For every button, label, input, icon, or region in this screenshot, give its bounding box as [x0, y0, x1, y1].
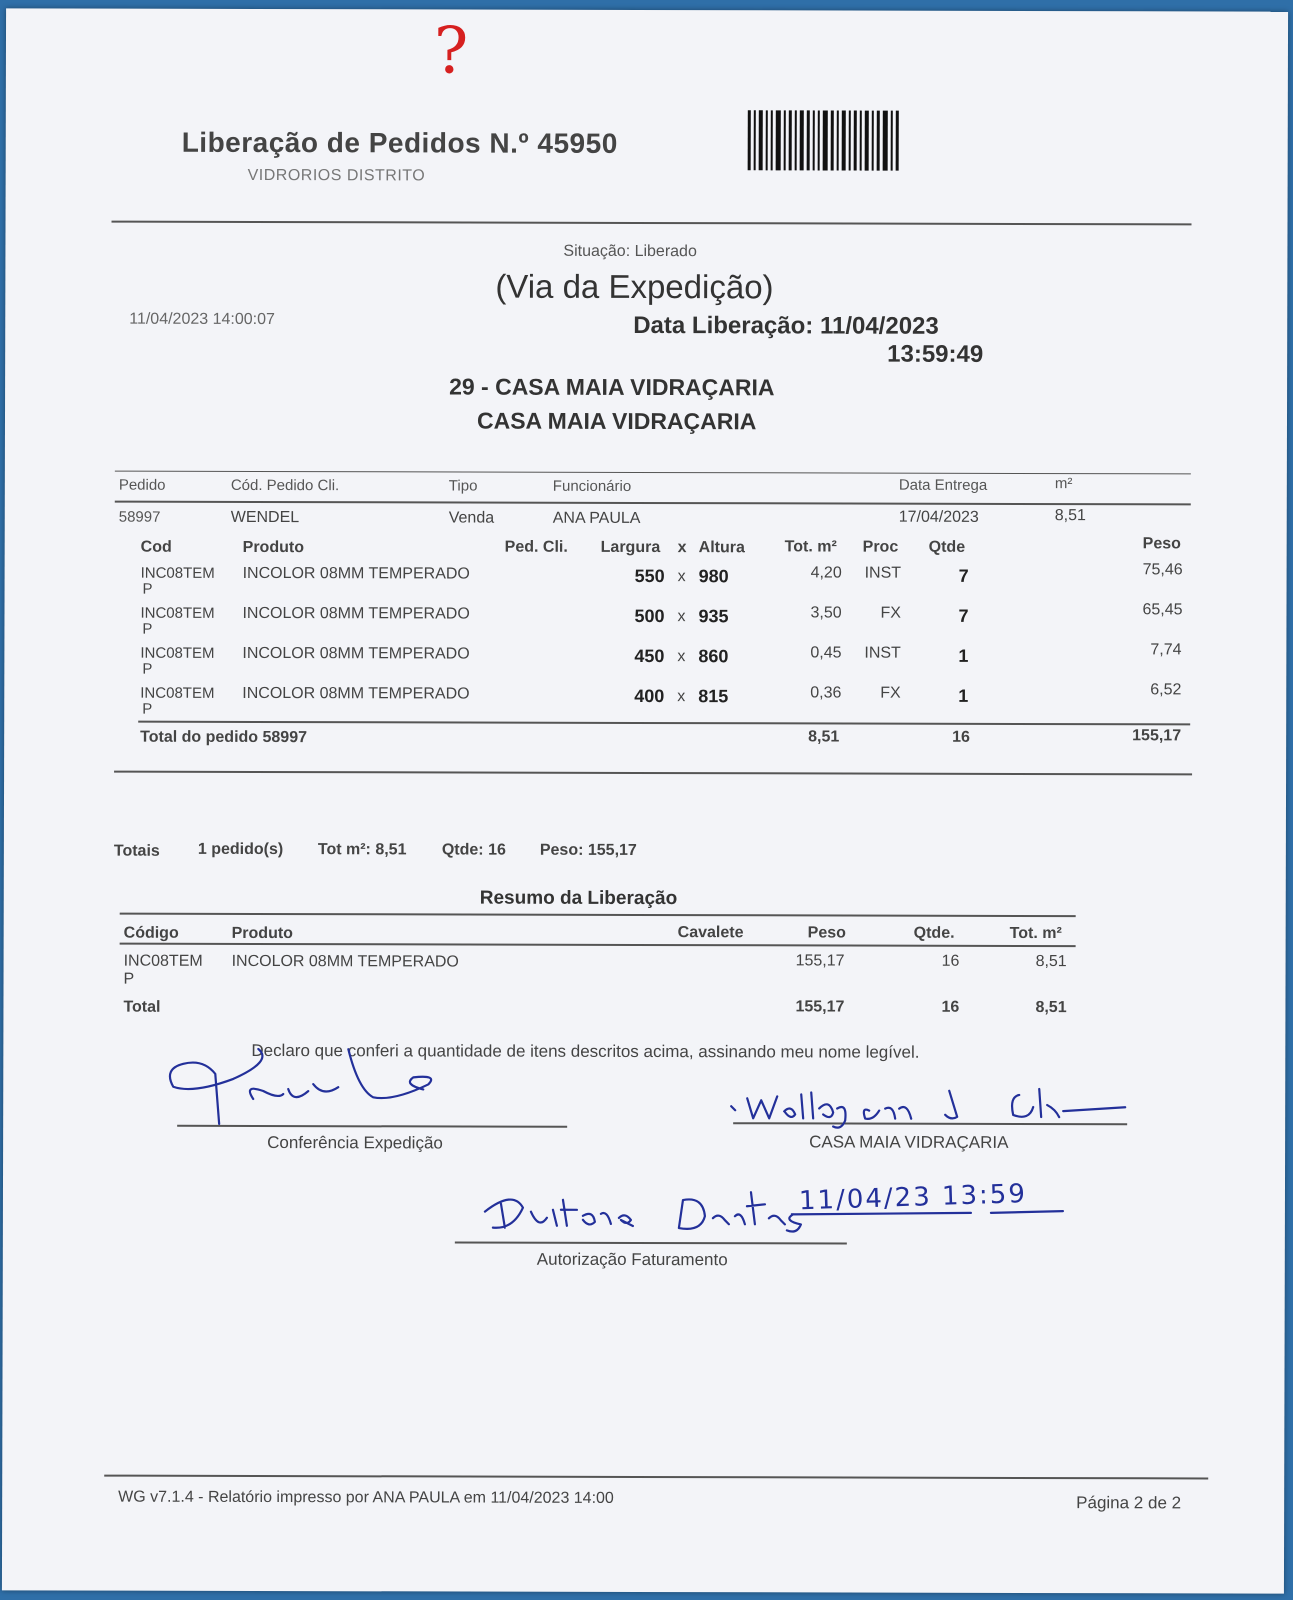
item-largura: 550 — [634, 565, 665, 587]
barcode-bar — [837, 110, 839, 170]
col-tipo: Tipo — [448, 477, 478, 495]
items-col-x: x — [677, 539, 687, 557]
totais-tot-m2: Tot m²: 8,51 — [317, 841, 407, 859]
footer-right: Página 2 de 2 — [1076, 1493, 1182, 1513]
totais-pedidos: 1 pedido(s) — [197, 840, 284, 859]
table-row — [5, 561, 1287, 607]
autorizacao-label: Autorização Faturamento — [536, 1249, 728, 1270]
resumo-codigo-suffix: P — [123, 970, 135, 988]
order-total-qtde: 16 — [952, 728, 970, 746]
item-tot-m2: 0,45 — [810, 644, 842, 662]
item-cod: INC08TEM — [140, 604, 215, 622]
order-total-label: Total do pedido 58997 — [140, 728, 308, 747]
totais-label: Totais — [113, 842, 160, 860]
cliente-label: CASA MAIA VIDRAÇARIA — [809, 1132, 1009, 1152]
divider — [115, 471, 1191, 475]
document-title: Liberação de Pedidos N.º 45950 — [181, 126, 618, 159]
barcode-bar — [831, 110, 834, 170]
status-text: Situação: Liberado — [563, 242, 697, 261]
items-col-altura: Altura — [698, 539, 745, 557]
item-cod: INC08TEM — [140, 684, 215, 702]
resumo-codigo: INC08TEM — [123, 952, 203, 970]
signature-cliente — [729, 1086, 1149, 1137]
resumo-total-label: Total — [123, 998, 161, 1016]
barcode-bar — [784, 110, 786, 170]
item-proc: FX — [880, 604, 901, 622]
item-produto: INCOLOR 08MM TEMPERADO — [242, 684, 470, 703]
barcode-bar — [860, 111, 862, 171]
item-x: x — [677, 688, 686, 706]
item-proc: INST — [864, 644, 901, 662]
resumo-produto: INCOLOR 08MM TEMPERADO — [231, 952, 459, 971]
resumo-col-cavalete: Cavalete — [677, 924, 744, 942]
resumo-col-produto: Produto — [231, 924, 294, 943]
item-peso: 75,46 — [1142, 561, 1183, 579]
col-m2: m² — [1054, 475, 1073, 493]
item-cod-suffix: P — [142, 660, 153, 678]
item-cod-suffix: P — [142, 700, 153, 718]
client-name-1: 29 - CASA MAIA VIDRAÇARIA — [449, 373, 775, 401]
barcode-bar — [865, 111, 869, 171]
barcode-bar — [883, 111, 888, 171]
order-total-peso: 155,17 — [1132, 727, 1182, 745]
barcode-bar — [776, 110, 781, 170]
order-data-entrega: 17/04/2023 — [898, 508, 979, 526]
resumo-col-peso: Peso — [807, 924, 846, 942]
barcode-bar — [807, 110, 810, 170]
via-label: (Via da Expedição) — [495, 267, 774, 306]
declaration-text: Declaro que conferi a quantidade de itens descritos acima, assinando meu nome legível. — [251, 1040, 920, 1062]
order-total-m2: 8,51 — [808, 728, 840, 746]
order-m2: 8,51 — [1054, 507, 1086, 525]
barcode-bar — [877, 111, 880, 171]
order-funcionario: ANA PAULA — [552, 509, 641, 527]
barcode-bar — [754, 110, 756, 170]
barcode-bar — [813, 110, 815, 170]
divider — [120, 943, 1076, 948]
resumo-col-tot-m2: Tot. m² — [1009, 924, 1062, 943]
items-col-ped-cli: Ped. Cli. — [504, 538, 568, 556]
item-largura: 450 — [634, 645, 665, 667]
company-name: VIDRORIOS DISTRITO — [247, 166, 426, 185]
items-col-produto: Produto — [242, 538, 305, 557]
table-row — [3, 952, 1285, 995]
order-cod-pedido-cli: WENDEL — [230, 508, 300, 527]
item-proc: INST — [864, 564, 902, 582]
resumo-qtde: 16 — [941, 952, 960, 970]
resumo-total-tot-m2: 8,51 — [1035, 999, 1067, 1017]
col-pedido: Pedido — [118, 476, 166, 494]
handwritten-date: 11/04/23 13:59 — [798, 1179, 1028, 1217]
item-produto: INCOLOR 08MM TEMPERADO — [242, 564, 470, 583]
item-altura: 815 — [698, 686, 729, 707]
items-col-cod: Cod — [140, 538, 172, 556]
item-cod-suffix: P — [142, 620, 153, 638]
barcode-bar — [872, 111, 874, 171]
divider — [114, 771, 1192, 776]
barcode-bar — [891, 111, 893, 171]
barcode-bar — [842, 111, 846, 171]
divider — [104, 1475, 1208, 1480]
item-qtde: 1 — [958, 645, 969, 666]
item-cod: INC08TEM — [140, 644, 215, 662]
item-altura: 860 — [698, 646, 729, 667]
totais-peso: Peso: 155,17 — [539, 841, 637, 859]
resumo-col-codigo: Código — [123, 924, 179, 942]
barcode-bar — [823, 110, 828, 170]
item-x: x — [677, 648, 686, 666]
item-produto: INCOLOR 08MM TEMPERADO — [242, 604, 470, 623]
item-largura: 400 — [634, 685, 665, 707]
item-qtde: 1 — [958, 685, 969, 706]
resumo-total-qtde: 16 — [941, 998, 960, 1016]
item-tot-m2: 4,20 — [810, 564, 842, 582]
item-cod: INC08TEM — [140, 564, 215, 582]
client-name-2: CASA MAIA VIDRAÇARIA — [476, 407, 757, 435]
items-col-largura: Largura — [600, 538, 661, 557]
item-tot-m2: 0,36 — [810, 684, 842, 702]
barcode-bar — [896, 111, 899, 171]
resumo-col-qtde: Qtde. — [913, 924, 955, 942]
barcode-bar — [759, 110, 763, 170]
barcode-bar — [748, 110, 751, 170]
items-col-tot-m2: Tot. m² — [784, 538, 837, 556]
conferencia-label: Conferência Expedição — [267, 1133, 443, 1153]
item-x: x — [677, 608, 686, 626]
item-peso: 65,45 — [1142, 601, 1183, 619]
item-altura: 980 — [698, 566, 729, 587]
red-handwritten-mark: ? — [433, 14, 469, 89]
barcode-bar — [795, 110, 797, 170]
item-qtde: 7 — [958, 605, 969, 626]
order-pedido: 58997 — [118, 508, 161, 526]
table-row — [4, 641, 1286, 687]
resumo-peso: 155,17 — [795, 952, 845, 970]
item-x: x — [677, 568, 686, 586]
barcode-bar — [849, 111, 851, 171]
item-proc: FX — [880, 684, 901, 702]
barcode-bar — [818, 110, 820, 170]
data-liberacao: Data Liberação: 11/04/2023 — [633, 311, 939, 340]
item-peso: 7,74 — [1150, 641, 1182, 659]
item-produto: INCOLOR 08MM TEMPERADO — [242, 644, 470, 663]
item-cod-suffix: P — [142, 580, 153, 598]
item-largura: 500 — [634, 605, 665, 627]
data-liberacao-time: 13:59:49 — [887, 340, 984, 368]
document-page — [2, 8, 1288, 1593]
table-row — [4, 601, 1286, 647]
col-funcionario: Funcionário — [552, 477, 632, 495]
resumo-total-peso: 155,17 — [795, 998, 845, 1016]
signature-paulo — [163, 1039, 463, 1140]
barcode-bar — [854, 111, 857, 171]
col-data-entrega: Data Entrega — [898, 476, 988, 494]
totais-qtde: Qtde: 16 — [441, 841, 506, 859]
divider — [120, 913, 1076, 918]
divider — [112, 221, 1192, 226]
divider — [115, 501, 1191, 506]
item-tot-m2: 3,50 — [810, 604, 842, 622]
footer-left: WG v7.1.4 - Relatório impresso por ANA PAULA em 11/04/2023 14:00 — [118, 1488, 614, 1507]
signature-vitoria — [483, 1190, 813, 1251]
barcode-bar — [800, 110, 804, 170]
barcode-bar — [771, 110, 773, 170]
resumo-title: Resumo da Liberação — [479, 887, 678, 910]
printed-timestamp: 11/04/2023 14:00:07 — [129, 310, 275, 329]
item-peso: 6,52 — [1150, 681, 1182, 699]
item-altura: 935 — [698, 606, 729, 627]
barcode-bar — [766, 110, 768, 170]
col-cod-pedido-cli: Cód. Pedido Cli. — [230, 476, 340, 495]
order-tipo: Venda — [448, 509, 495, 527]
items-col-qtde: Qtde — [928, 538, 966, 556]
barcode-bar — [789, 110, 792, 170]
item-qtde: 7 — [958, 565, 969, 586]
items-col-proc: Proc — [862, 538, 899, 556]
items-col-peso: Peso — [1142, 535, 1181, 553]
barcode — [748, 110, 938, 170]
resumo-tot-m2: 8,51 — [1035, 953, 1067, 971]
